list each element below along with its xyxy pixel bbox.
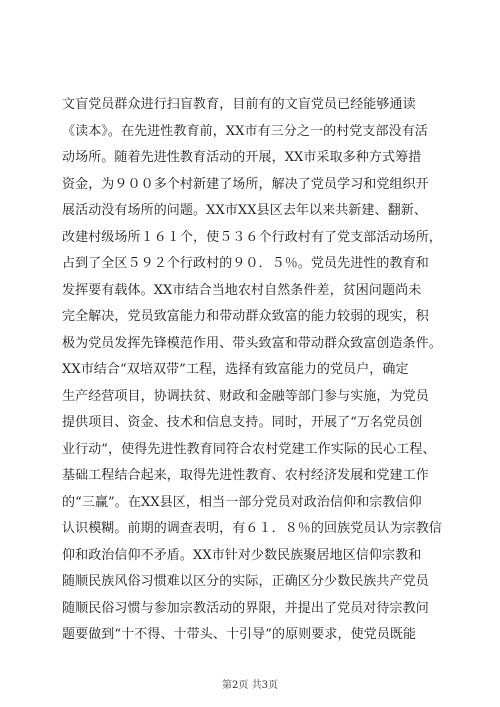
page-footer: 第2页 共3页	[222, 680, 278, 691]
text-line-21: 题要做到“十不得、十带头、十引导”的原则要求，使党员既能	[62, 627, 417, 642]
text-line-14: 业行动”，使得先进性教育同符合农村党建工作实际的民心工程、	[62, 441, 436, 457]
text-line-9: 完全解决，党员致富能力和带动群众致富的能力较弱的现实，积	[62, 309, 429, 324]
text-line-16: 的“三赢”。在XX县区，相当一部分党员对政治信仰和宗教信仰	[62, 494, 422, 510]
text-line-11: XX市结合“双培双带”工程，选择有致富能力的党员户，确定	[62, 362, 409, 377]
text-line-10: 极为党员发挥先锋模范作用、带头致富和带动群众致富创造条件。	[62, 335, 442, 351]
text-line-19: 随顺民族风俗习惯难以区分的实际，正确区分少数民族共产党员	[62, 574, 429, 589]
text-line-4: 资金，为９００多个村新建了场所，解决了党员学习和党组织开	[62, 176, 429, 192]
text-line-3: 动场所。随着先进性教育活动的开展，XX市采取多种方式筹措	[62, 150, 422, 165]
text-line-18: 仰和政治信仰不矛盾。XX市针对少数民族聚居地区信仰宗教和	[62, 547, 422, 563]
text-line-8: 发挥要有载体。XX市结合当地农村自然条件差，贫困问题尚未	[62, 282, 422, 298]
text-line-15: 基础工程结合起来，取得先进性教育、农村经济发展和党建工作	[62, 468, 429, 483]
text-line-1: 文盲党员群众进行扫盲教育，目前有的文盲党员已经能够通读	[62, 97, 416, 112]
text-line-17: 认识模糊。前期的调查表明，有６１．８％的回族党员认为宗教信	[62, 521, 442, 536]
text-line-6: 改建村级场所１６１个，使５３６个行政村有了党支部活动场所，	[62, 229, 442, 245]
text-line-7: 占到了全区５９２个行政村的９０．５％。党员先进性的教育和	[62, 256, 429, 271]
text-line-20: 随顺民俗习惯与参加宗教活动的界限，并提出了党员对待宗教问	[62, 600, 429, 616]
text-line-13: 提供项目、资金、技术和信息支持。同时，开展了“万名党员创	[62, 415, 423, 430]
text-line-5: 展活动没有场所的问题。XX市XX县区去年以来共新建、翻新、	[62, 203, 427, 218]
text-line-2: 《读本》。在先进性教育前，XX市有三分之一的村党支部没有活	[62, 123, 428, 139]
body-text	[62, 92, 440, 649]
text-line-12: 生产经营项目，协调扶贫、财政和金融等部门参与实施，为党员	[62, 388, 429, 404]
